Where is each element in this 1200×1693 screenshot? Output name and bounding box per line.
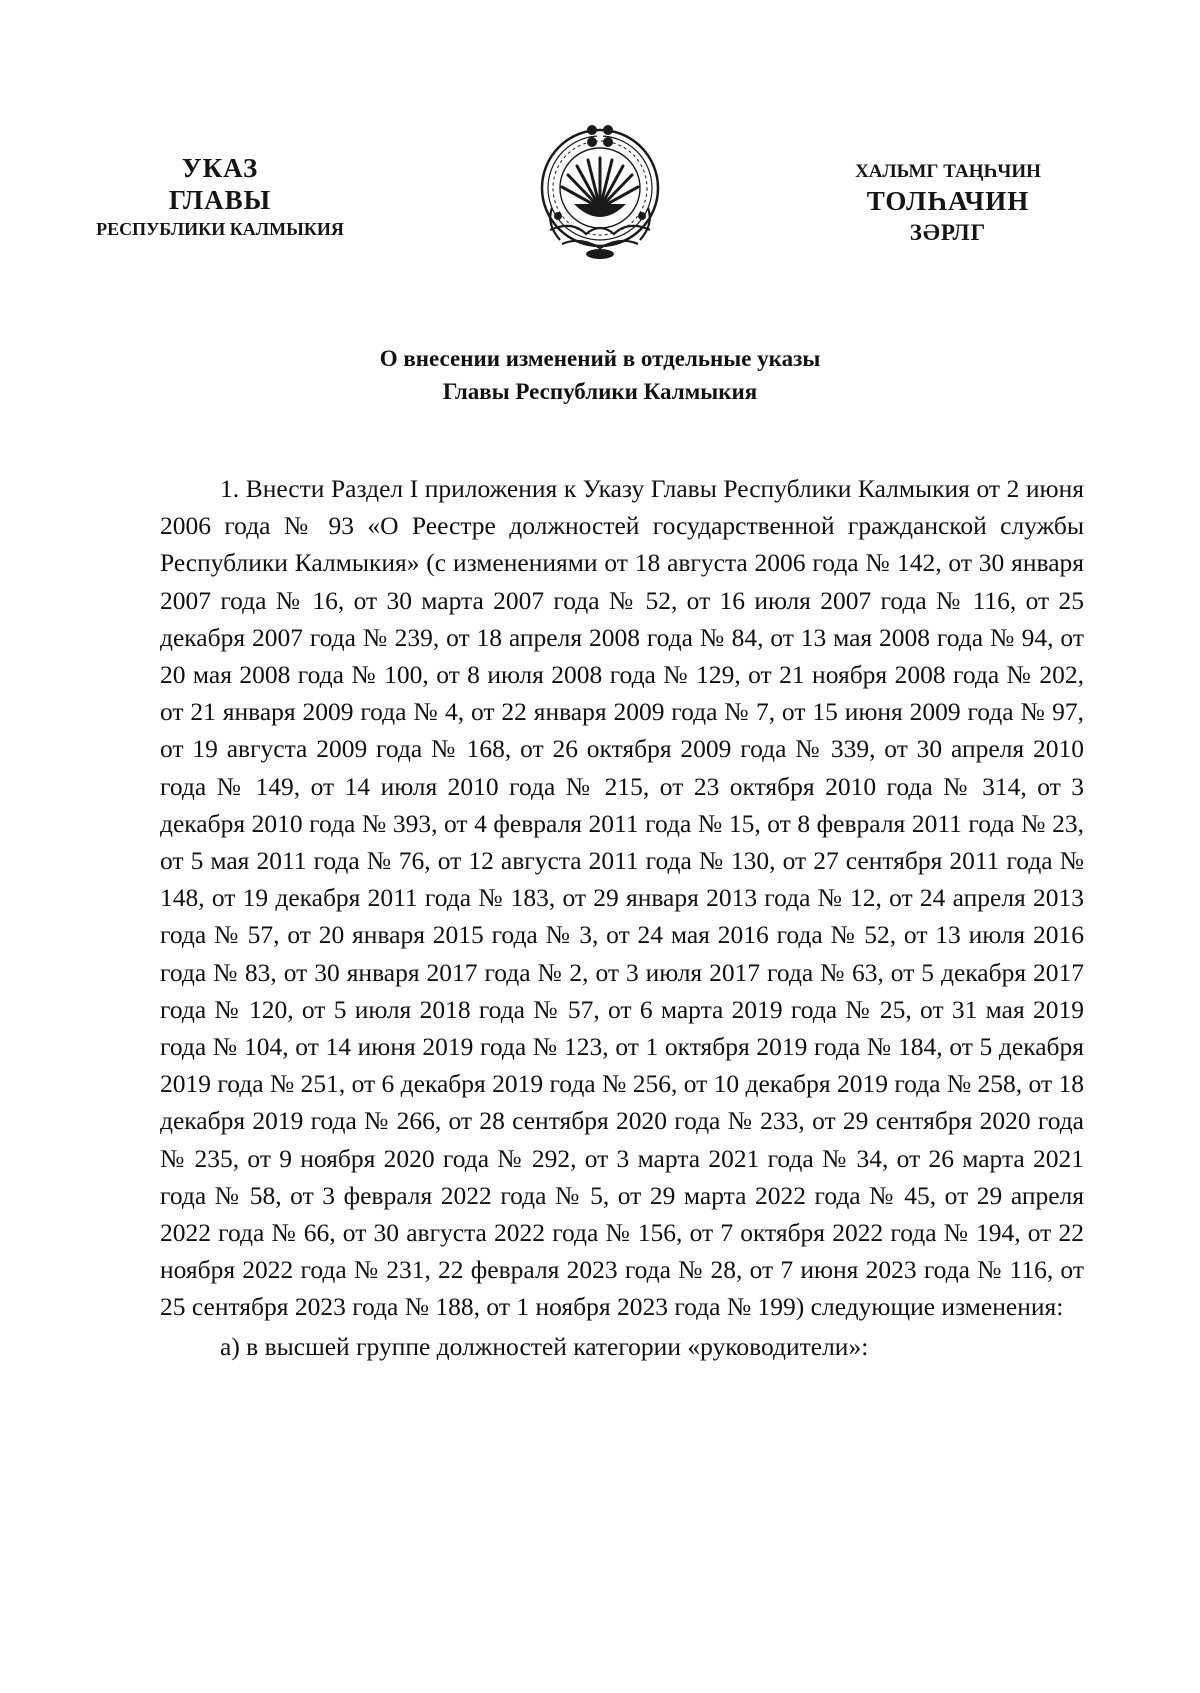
decree-label-kalmyk-2: ТОЛҺАЧИН — [866, 186, 1030, 216]
title-line-1: О внесении изменений в отдельные указы — [379, 346, 821, 371]
kalmykia-coat-of-arms-icon — [522, 112, 678, 270]
item-1-text: 1. Внести Раздел I приложения к Указу Главы Республики Калмыкия от 2 июня 2006 года № 93 «О Реестре должностей государственной гражданской службы Республики Калмыкия» (с изменениями от 18 августа 2006 года № 142, от 30 января 2007 года № 16, от 30 марта 2007 года № 52, от 16 июля 2007 года № 116, от 25 декабря 2007 года № 239, от 18 апреля 2008 года № 84, от 13 мая 2008 года № 94, от 20 мая 2008 года № 100, от 8 июля 2008 года № 129, от 21 ноября 2008 года № 202, от 21 января 2009 года № 4, от 22 января 2009 года № 7, от 15 июня 2009 года № 97, от 19 августа 2009 года № 168, от 26 октября 2009 года № 339, от 30 апреля 2010 года № 149, от 14 июля 2010 года № 215, от 23 октября 2010 года № 314, от 3 декабря 2010 года № 393, от 4 февраля 2011 года № 15, от 8 февраля 2011 года № 23, от 5 мая 2011 года № 76, от 12 августа 2011 года № 130, от 27 сентября 2011 года № 148, от 19 декабря 2011 года № 183, от 29 января 2013 года № 12, от 24 апреля 2013 года № 57, от 20 января 2015 года № 3, от 24 мая 2016 года № 52, от 13 июля 2016 года № 83, от 30 января 2017 года № 2, от 3 июля 2017 года № 63, от 5 декабря 2017 года № 120, от 5 июля 2018 года № 57, от 6 марта 2019 года № 25, от 31 мая 2019 года № 104, от 14 июня 2019 года № 123, от 1 октября 2019 года № 184, от 5 декабря 2019 года № 251, от 6 декабря 2019 года № 256, от 10 декабря 2019 года № 258, от 18 декабря 2019 года № 266, от 28 сентября 2020 года № 233, от 29 сентября 2020 года № 235, от 9 ноября 2020 года № 292, от 3 марта 2021 года № 34, от 26 марта 2021 года № 58, от 3 февраля 2022 года № 5, от 29 марта 2022 года № 45, от 29 апреля 2022 года № 66, от 30 августа 2022 года № 156, от 7 октября 2022 года № 194, от 22 ноября 2022 года № 231, 22 февраля 2023 года № 28, от 7 июня 2023 года № 116, от 25 сентября 2023 года № 188, от 1 ноября 2023 года № 199) следующие изменения: — [160, 474, 1084, 1322]
decree-label-kalmyk-1: ХАЛЬМГ ТАҢҺЧИН — [855, 161, 1041, 182]
title-line-2: Главы Республики Калмыкия — [442, 379, 758, 404]
document-title — [150, 342, 1050, 408]
decree-label: УКАЗ — [181, 153, 259, 183]
header-right — [818, 158, 1078, 249]
decree-label-kalmyk-3: ЗӘРЛГ — [909, 220, 987, 245]
republic-label: РЕСПУБЛИКИ КАЛМЫКИЯ — [96, 219, 344, 239]
document-body — [160, 470, 1084, 1365]
header-left — [75, 152, 365, 242]
head-label: ГЛАВЫ — [168, 185, 272, 215]
subitem-a-text: а) в высшей группе должностей категории «руководители»: — [220, 1331, 869, 1361]
